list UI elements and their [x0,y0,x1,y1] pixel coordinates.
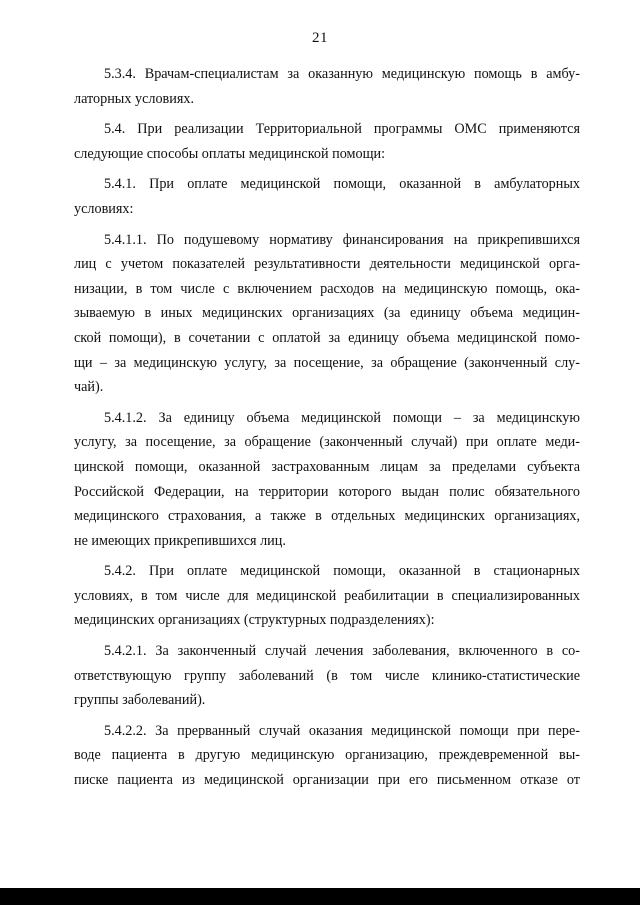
text-line: условиях: [74,200,134,217]
page-number: 21 [312,30,328,46]
text-line: 5.4.1.1. По подушевому нормативу финансирования на прикрепившихся [104,231,580,248]
paragraph-5-4-1 [74,172,580,221]
paragraph-5-4-1-1 [74,228,580,400]
text-line: Российской Федерации, на территории которого выдан полис обязательного [74,483,580,500]
text-line: следующие способы оплаты медицинской помощи: [74,145,386,162]
paragraph-5-4-2-1 [74,639,580,713]
text-line: медицинских организациях (структурных подразделениях): [74,612,435,629]
text-line: зываемую в иных медицинских организациях (за единицу объема медицин- [74,305,580,322]
paragraph-5-4-1-2 [74,406,580,554]
text-line: лиц с учетом показателей результативности деятельности медицинской орга- [74,256,580,273]
text-line: воде пациента в другую медицинскую организацию, преждевременной вы- [74,747,580,764]
text-line: 5.4.1. При оплате медицинской помощи, оказанной в амбулаторных [104,176,580,193]
document-body [74,62,580,799]
text-line: 5.4.2. При оплате медицинской помощи, оказанной в стационарных [104,563,580,580]
text-line: группы заболеваний). [74,692,206,709]
paragraph-5-4-2 [74,559,580,633]
text-line: условиях, в том числе для медицинской реабилитации в специализированных [74,587,580,604]
text-line: медицинского страхования, а также в отдельных медицинских организациях, [74,508,580,525]
text-line: услугу, за посещение, за обращение (законченный случай) при оплате меди- [74,434,580,451]
paragraph-5-4-2-2 [74,719,580,793]
paragraph-5-3-4 [74,62,580,111]
text-line: не имеющих прикрепившихся лиц. [74,532,286,549]
text-line: чай). [74,379,104,396]
text-line: латорных условиях. [74,90,194,107]
text-line: 5.4. При реализации Территориальной программы ОМС применяются [104,121,580,138]
text-line: низации, в том числе с включением расходов на медицинскую помощь, ока- [74,280,580,297]
text-line: 5.3.4. Врачам-специалистам за оказанную медицинскую помощь в амбу- [104,66,580,82]
text-line: 5.4.1.2. За единицу объема медицинской помощи – за медицинскую [104,409,580,426]
text-line: щи – за медицинскую услугу, за посещение, за обращение (законченный слу- [74,354,580,371]
text-line: 5.4.2.1. За законченный случай лечения заболевания, включенного в со- [104,643,580,660]
text-line: 5.4.2.2. За прерванный случай оказания медицинской помощи при пере- [104,722,580,739]
text-line: ответствующую группу заболеваний (в том числе клинико-статистические [74,667,580,684]
text-line: цинской помощи, оказанной застрахованным лицам за пределами субъекта [74,458,580,475]
scan-edge-bar [0,888,640,905]
text-line: писке пациента из медицинской организации при его письменном отказе от [74,772,580,789]
paragraph-5-4 [74,117,580,166]
text-line: ской помощи), в сочетании с оплатой за единицу объема медицинской помо- [74,329,580,346]
